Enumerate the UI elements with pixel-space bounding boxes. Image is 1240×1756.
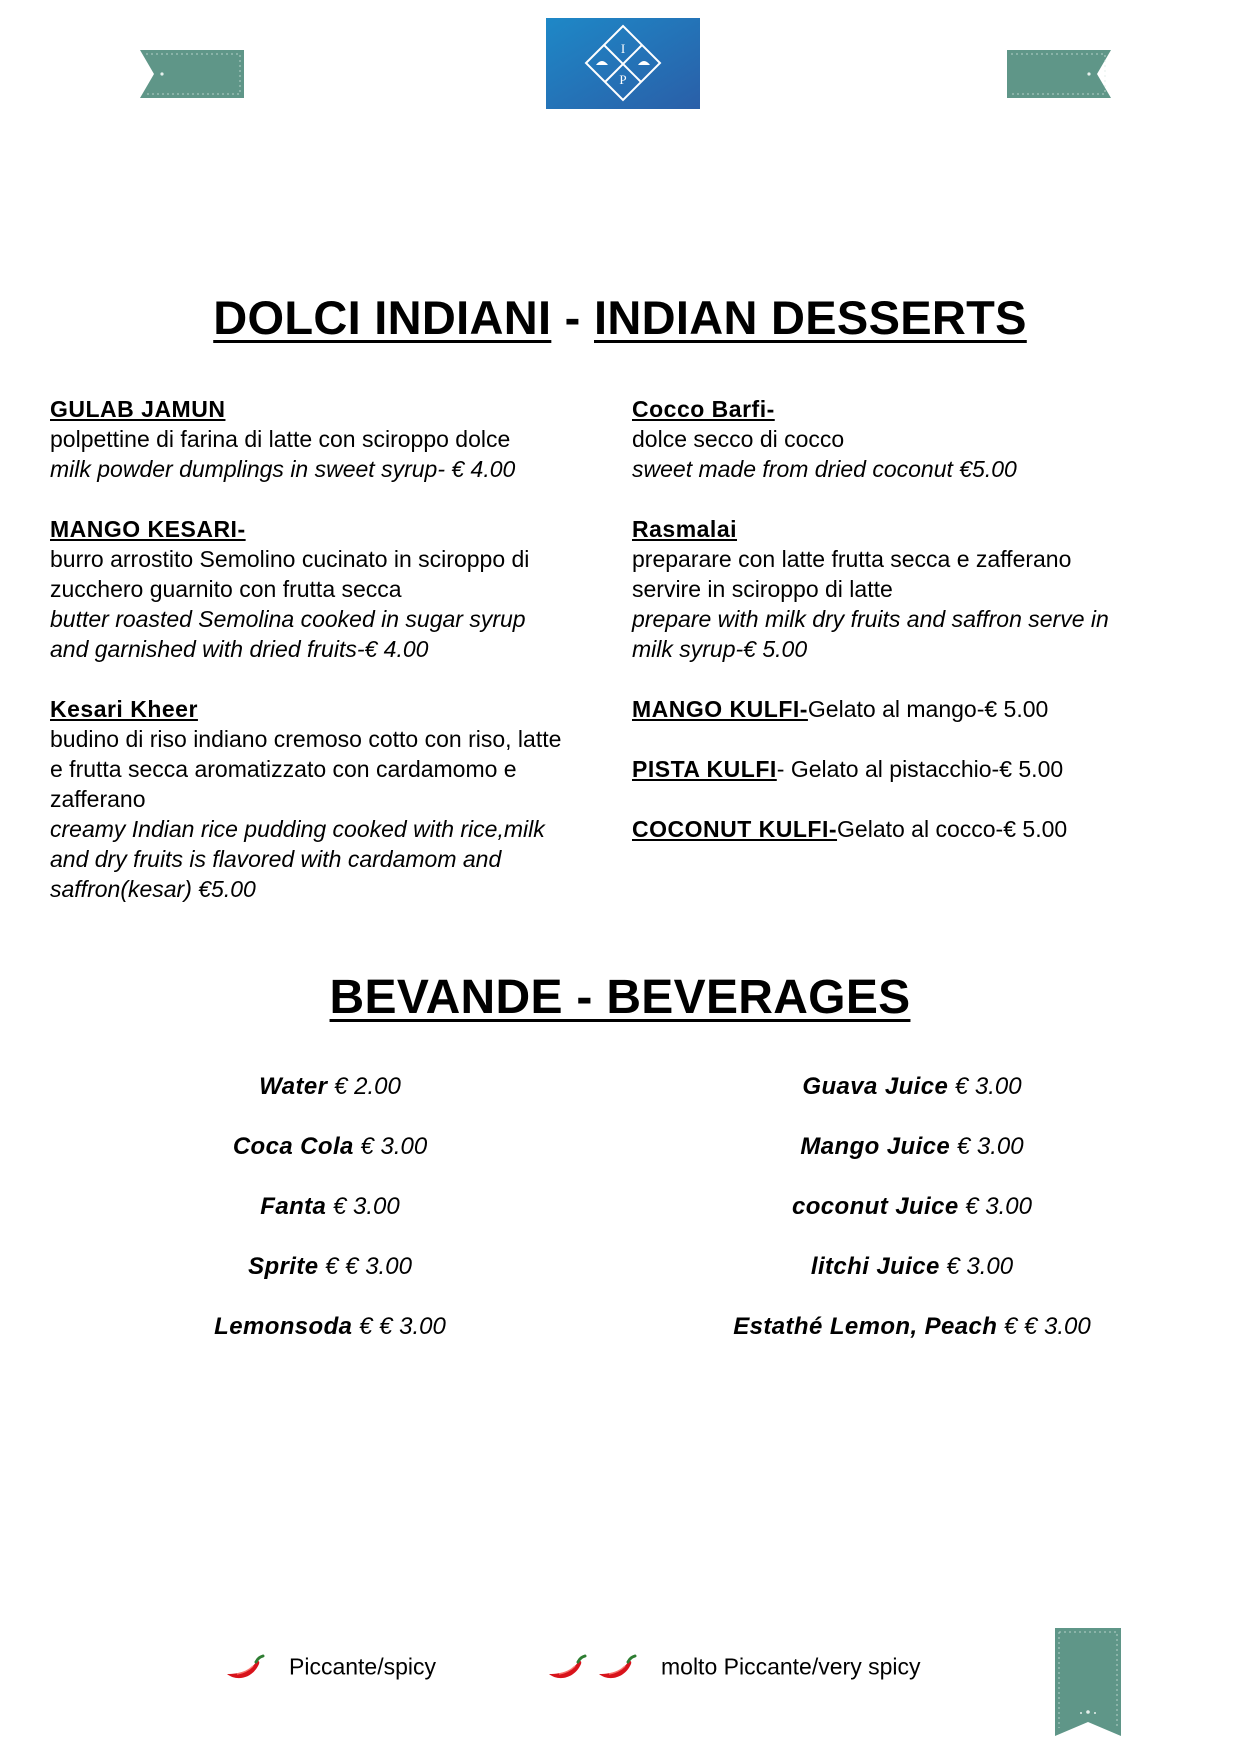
dessert-item-rasmalai bbox=[632, 514, 1202, 664]
dessert-item-pista-kulfi bbox=[632, 754, 1202, 784]
beverages-title bbox=[0, 970, 1240, 1025]
dessert-item-mango-kesari bbox=[50, 514, 620, 664]
dessert-item-kesari-kheer bbox=[50, 694, 620, 904]
beverage-item bbox=[50, 1192, 610, 1252]
chili-pepper-icon bbox=[595, 1652, 639, 1682]
beverage-item bbox=[632, 1192, 1192, 1252]
beverage-price: € 3.00 bbox=[326, 1193, 400, 1220]
beverage-name: Sprite bbox=[248, 1253, 319, 1280]
beverage-item bbox=[632, 1252, 1192, 1312]
dessert-name: MANGO KULFI- bbox=[632, 696, 808, 722]
dessert-desc-en: milk powder dumplings in sweet syrup- € 4.00 bbox=[50, 456, 516, 482]
chili-pepper-icon bbox=[223, 1652, 267, 1682]
dessert-desc-en: butter roasted Semolina cooked in sugar syrup bbox=[50, 606, 526, 632]
dessert-desc-it: polpettine di farina di latte con sciroppo dolce bbox=[50, 426, 511, 452]
legend-very-spicy bbox=[545, 1652, 920, 1682]
beverage-name: Fanta bbox=[260, 1193, 327, 1220]
dessert-desc: - Gelato al pistacchio-€ 5.00 bbox=[776, 756, 1064, 782]
dessert-desc-en: sweet made from dried coconut €5.00 bbox=[632, 456, 1017, 482]
dessert-desc-it: budino di riso indiano cremoso cotto con riso, latte bbox=[50, 726, 562, 752]
dessert-desc-en: saffron(kesar) €5.00 bbox=[50, 876, 256, 902]
beverage-name: Estathé Lemon, Peach bbox=[733, 1313, 998, 1340]
desserts-right-column bbox=[632, 394, 1202, 844]
beverage-item bbox=[50, 1312, 610, 1372]
beverage-name: Coca Cola bbox=[232, 1133, 354, 1160]
dessert-desc-it: zafferano bbox=[50, 786, 146, 812]
beverage-price: € 3.00 bbox=[950, 1133, 1024, 1160]
legend-spicy bbox=[223, 1652, 436, 1682]
beverage-name: litchi Juice bbox=[810, 1253, 940, 1280]
dessert-name: PISTA KULFI bbox=[632, 756, 777, 782]
beverage-name: coconut Juice bbox=[792, 1193, 959, 1220]
beverage-item bbox=[632, 1312, 1192, 1372]
dessert-desc-it: servire in sciroppo di latte bbox=[632, 576, 893, 602]
beverage-item bbox=[50, 1072, 610, 1132]
beverage-price: € 3.00 bbox=[353, 1133, 428, 1160]
dessert-desc: Gelato al cocco-€ 5.00 bbox=[837, 816, 1068, 842]
desserts-title bbox=[0, 290, 1240, 345]
dessert-desc-it: zucchero guarnito con frutta secca bbox=[50, 576, 402, 602]
beverage-price: € 3.00 bbox=[948, 1073, 1022, 1100]
dessert-desc-it: preparare con latte frutta secca e zafferano bbox=[632, 546, 1072, 572]
logo bbox=[546, 18, 700, 109]
beverage-item bbox=[632, 1132, 1192, 1192]
beverage-item bbox=[632, 1072, 1192, 1132]
beverage-item bbox=[50, 1132, 610, 1192]
dessert-desc-en: prepare with milk dry fruits and saffron serve in bbox=[632, 606, 1109, 632]
dessert-name: GULAB JAMUN bbox=[50, 396, 226, 422]
beverage-price: € 3.00 bbox=[939, 1253, 1014, 1280]
legend-very-spicy-label: molto Piccante/very spicy bbox=[661, 1653, 921, 1680]
beverage-price: € 2.00 bbox=[327, 1073, 401, 1100]
dessert-desc-en: creamy Indian rice pudding cooked with rice,milk bbox=[50, 816, 545, 842]
dessert-desc-en: and garnished with dried fruits-€ 4.00 bbox=[50, 636, 429, 662]
ribbon-right-decoration bbox=[1007, 50, 1111, 98]
desserts-title-en: INDIAN DESSERTS bbox=[594, 291, 1027, 344]
dessert-desc-en: milk syrup-€ 5.00 bbox=[632, 636, 808, 662]
chili-pepper-icon bbox=[545, 1652, 589, 1682]
beverages-title-text: BEVANDE - BEVERAGES bbox=[329, 971, 911, 1024]
beverage-price: € € 3.00 bbox=[318, 1253, 412, 1280]
logo-letter-p: P bbox=[619, 72, 627, 87]
dessert-name: Kesari Kheer bbox=[50, 696, 198, 722]
beverages-left-column bbox=[50, 1072, 610, 1372]
beverages-right-column bbox=[632, 1072, 1192, 1372]
dessert-desc-it: dolce secco di cocco bbox=[632, 426, 845, 452]
desserts-left-column bbox=[50, 394, 620, 904]
beverage-price: € 3.00 bbox=[958, 1193, 1032, 1220]
beverage-price: € € 3.00 bbox=[997, 1313, 1091, 1340]
dessert-desc-it: e frutta secca aromatizzato con cardamomo e bbox=[50, 756, 517, 782]
logo-letter-i: I bbox=[620, 41, 626, 56]
desserts-title-it: DOLCI INDIANI bbox=[213, 291, 552, 344]
beverage-name: Water bbox=[259, 1073, 328, 1100]
dessert-name: COCONUT KULFI- bbox=[632, 816, 838, 842]
beverage-name: Lemonsoda bbox=[214, 1313, 353, 1340]
dessert-desc-it: burro arrostito Semolino cucinato in sciroppo di bbox=[50, 546, 530, 572]
dessert-name: Rasmalai bbox=[632, 516, 738, 542]
dessert-item-mango-kulfi bbox=[632, 694, 1202, 724]
beverage-price: € € 3.00 bbox=[352, 1313, 446, 1340]
beverage-name: Guava Juice bbox=[802, 1073, 949, 1100]
dessert-desc: Gelato al mango-€ 5.00 bbox=[807, 696, 1049, 722]
ribbon-left-decoration bbox=[140, 50, 244, 98]
dessert-item-gulab-jamun bbox=[50, 394, 620, 484]
dessert-item-cocco-barfi bbox=[632, 394, 1202, 484]
dessert-item-coconut-kulfi bbox=[632, 814, 1202, 844]
legend-spicy-label: Piccante/spicy bbox=[289, 1653, 437, 1680]
desserts-title-separator: - bbox=[551, 291, 594, 344]
dessert-name: Cocco Barfi- bbox=[632, 396, 775, 422]
dessert-desc-en: and dry fruits is flavored with cardamom and bbox=[50, 846, 502, 872]
dessert-name: MANGO KESARI- bbox=[50, 516, 246, 542]
bookmark-ribbon-decoration bbox=[1055, 1628, 1121, 1736]
beverage-name: Mango Juice bbox=[800, 1133, 951, 1160]
beverage-item bbox=[50, 1252, 610, 1312]
